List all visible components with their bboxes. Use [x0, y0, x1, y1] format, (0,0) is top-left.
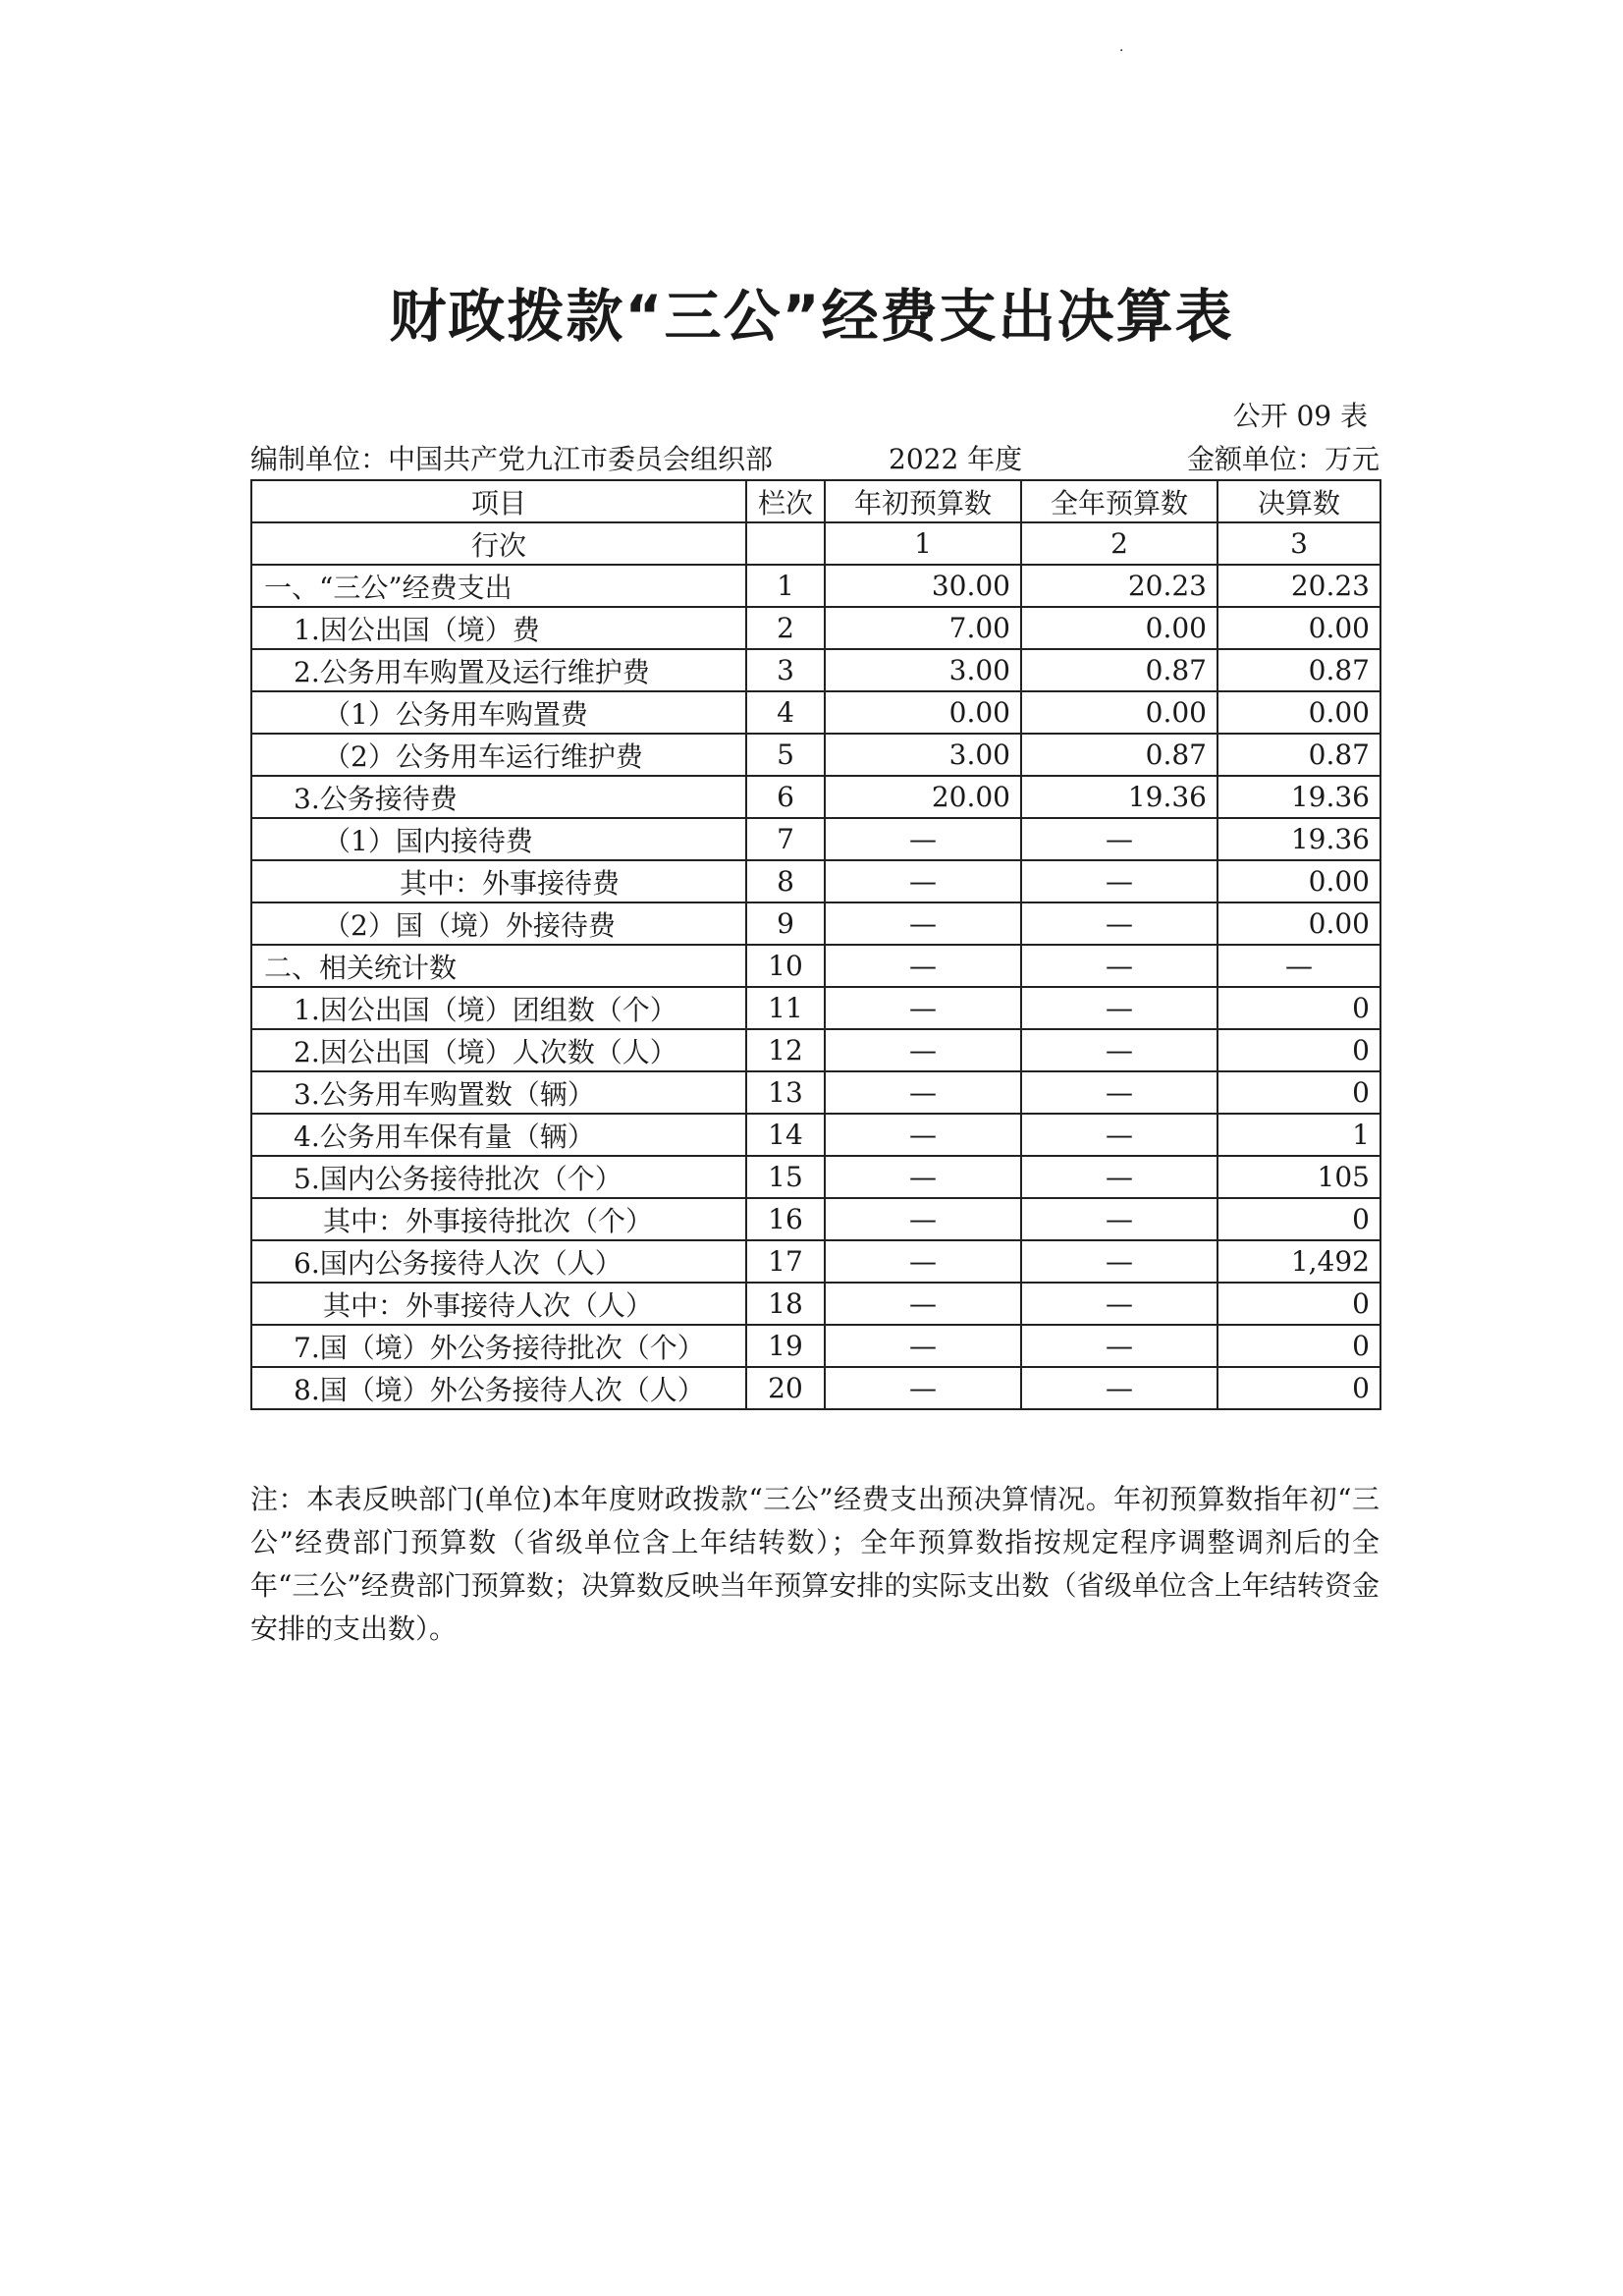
row-full-year-budget: —: [1021, 1114, 1217, 1156]
column-index-2: 2: [1021, 522, 1217, 565]
row-item-label: 二、相关统计数: [251, 945, 746, 987]
row-initial-budget: —: [825, 1367, 1021, 1409]
row-full-year-budget: 0.87: [1021, 649, 1217, 691]
table-row: [251, 776, 1380, 818]
row-final-accounts: 0.87: [1217, 649, 1380, 691]
row-item-label: 其中：外事接待人次（人）: [251, 1283, 746, 1325]
row-line-number: 12: [746, 1029, 825, 1071]
row-final-accounts: 0.00: [1217, 860, 1380, 902]
row-final-accounts: 0: [1217, 1071, 1380, 1114]
table-row: [251, 945, 1380, 987]
table-row: [251, 1240, 1380, 1283]
row-final-accounts: 19.36: [1217, 776, 1380, 818]
row-full-year-budget: —: [1021, 987, 1217, 1029]
row-full-year-budget: —: [1021, 1156, 1217, 1198]
row-full-year-budget: 19.36: [1021, 776, 1217, 818]
row-line-number: 5: [746, 734, 825, 776]
row-item-label: （1）国内接待费: [251, 818, 746, 860]
row-full-year-budget: 0.00: [1021, 607, 1217, 649]
header-row: [251, 480, 1380, 522]
row-item-label: 5.国内公务接待批次（个）: [251, 1156, 746, 1198]
row-final-accounts: 105: [1217, 1156, 1380, 1198]
row-final-accounts: 0.00: [1217, 902, 1380, 945]
row-initial-budget: —: [825, 1156, 1021, 1198]
row-initial-budget: 30.00: [825, 565, 1021, 607]
row-line-number: 3: [746, 649, 825, 691]
row-item-label: 2.公务用车购置及运行维护费: [251, 649, 746, 691]
table-row: [251, 1283, 1380, 1325]
row-initial-budget: 7.00: [825, 607, 1021, 649]
form-number: 公开 09 表: [1232, 400, 1368, 432]
row-item-label: 8.国（境）外公务接待人次（人）: [251, 1367, 746, 1409]
row-full-year-budget: —: [1021, 1367, 1217, 1409]
row-initial-budget: —: [825, 860, 1021, 902]
expense-table: [250, 479, 1381, 1410]
row-full-year-budget: —: [1021, 945, 1217, 987]
table-row: [251, 818, 1380, 860]
table-row: [251, 1198, 1380, 1240]
row-line-number: 8: [746, 860, 825, 902]
row-full-year-budget: 20.23: [1021, 565, 1217, 607]
row-item-label: 3.公务用车购置数（辆）: [251, 1071, 746, 1114]
row-item-label: 7.国（境）外公务接待批次（个）: [251, 1325, 746, 1367]
header-final-accounts: 决算数: [1217, 480, 1380, 522]
row-initial-budget: 20.00: [825, 776, 1021, 818]
row-item-label: （2）公务用车运行维护费: [251, 734, 746, 776]
row-final-accounts: 0: [1217, 1283, 1380, 1325]
row-line-number: 15: [746, 1156, 825, 1198]
row-item-label: 2.因公出国（境）人次数（人）: [251, 1029, 746, 1071]
table-row: [251, 607, 1380, 649]
row-full-year-budget: —: [1021, 1029, 1217, 1071]
row-final-accounts: 1,492: [1217, 1240, 1380, 1283]
table-row: [251, 860, 1380, 902]
row-full-year-budget: —: [1021, 902, 1217, 945]
row-initial-budget: 3.00: [825, 649, 1021, 691]
row-line-number: 14: [746, 1114, 825, 1156]
row-full-year-budget: 0.00: [1021, 691, 1217, 734]
row-full-year-budget: —: [1021, 1240, 1217, 1283]
page-title: 财政拨款“三公”经费支出决算表: [389, 283, 1234, 350]
header-line: 栏次: [746, 480, 825, 522]
row-final-accounts: 20.23: [1217, 565, 1380, 607]
compiling-unit: 编制单位：中国共产党九江市委员会组织部: [250, 443, 774, 475]
row-initial-budget: —: [825, 1283, 1021, 1325]
row-final-accounts: 0: [1217, 1029, 1380, 1071]
column-index-3: 3: [1217, 522, 1380, 565]
row-initial-budget: —: [825, 1240, 1021, 1283]
row-full-year-budget: —: [1021, 1283, 1217, 1325]
row-final-accounts: —: [1217, 945, 1380, 987]
table-row: [251, 1156, 1380, 1198]
row-final-accounts: 0.00: [1217, 607, 1380, 649]
row-item-label: （2）国（境）外接待费: [251, 902, 746, 945]
row-initial-budget: 3.00: [825, 734, 1021, 776]
row-initial-budget: —: [825, 818, 1021, 860]
row-final-accounts: 0: [1217, 1325, 1380, 1367]
table-row: [251, 565, 1380, 607]
row-initial-budget: —: [825, 1029, 1021, 1071]
amount-unit: 金额单位：万元: [1186, 443, 1380, 475]
row-final-accounts: 0: [1217, 987, 1380, 1029]
row-final-accounts: 19.36: [1217, 818, 1380, 860]
row-final-accounts: 0: [1217, 1367, 1380, 1409]
row-initial-budget: —: [825, 1114, 1021, 1156]
table-row: [251, 1029, 1380, 1071]
column-index-empty: [746, 522, 825, 565]
table-row: [251, 691, 1380, 734]
row-full-year-budget: —: [1021, 818, 1217, 860]
row-line-number: 18: [746, 1283, 825, 1325]
row-initial-budget: —: [825, 1071, 1021, 1114]
row-final-accounts: 1: [1217, 1114, 1380, 1156]
table-row: [251, 902, 1380, 945]
header-item: 项目: [251, 480, 746, 522]
row-line-number: 10: [746, 945, 825, 987]
table-row: [251, 734, 1380, 776]
scan-mark: ·: [1119, 43, 1124, 59]
row-line-number: 4: [746, 691, 825, 734]
row-initial-budget: —: [825, 1325, 1021, 1367]
row-item-label: （1）公务用车购置费: [251, 691, 746, 734]
row-item-label: 1.因公出国（境）团组数（个）: [251, 987, 746, 1029]
row-line-number: 9: [746, 902, 825, 945]
column-index-row: [251, 522, 1380, 565]
row-line-number: 1: [746, 565, 825, 607]
row-initial-budget: —: [825, 945, 1021, 987]
row-item-label: 其中：外事接待批次（个）: [251, 1198, 746, 1240]
row-index-label: 行次: [251, 522, 746, 565]
row-line-number: 11: [746, 987, 825, 1029]
fiscal-year: 2022 年度: [889, 443, 1023, 475]
row-initial-budget: —: [825, 902, 1021, 945]
row-line-number: 17: [746, 1240, 825, 1283]
row-line-number: 13: [746, 1071, 825, 1114]
meta-line: [250, 438, 1380, 477]
row-item-label: 1.因公出国（境）费: [251, 607, 746, 649]
row-line-number: 6: [746, 776, 825, 818]
row-final-accounts: 0.87: [1217, 734, 1380, 776]
row-item-label: 其中：外事接待费: [251, 860, 746, 902]
row-line-number: 19: [746, 1325, 825, 1367]
row-item-label: 4.公务用车保有量（辆）: [251, 1114, 746, 1156]
row-item-label: 3.公务接待费: [251, 776, 746, 818]
row-initial-budget: —: [825, 1198, 1021, 1240]
row-full-year-budget: —: [1021, 860, 1217, 902]
table-row: [251, 987, 1380, 1029]
row-initial-budget: —: [825, 987, 1021, 1029]
column-index-1: 1: [825, 522, 1021, 565]
row-full-year-budget: —: [1021, 1325, 1217, 1367]
row-item-label: 6.国内公务接待人次（人）: [251, 1240, 746, 1283]
header-initial-budget: 年初预算数: [825, 480, 1021, 522]
row-line-number: 20: [746, 1367, 825, 1409]
row-full-year-budget: —: [1021, 1198, 1217, 1240]
row-line-number: 2: [746, 607, 825, 649]
table-row: [251, 1325, 1380, 1367]
header-full-year-budget: 全年预算数: [1021, 480, 1217, 522]
row-full-year-budget: 0.87: [1021, 734, 1217, 776]
row-item-label: 一、“三公”经费支出: [251, 565, 746, 607]
table-body: [251, 565, 1380, 1409]
table-row: [251, 1367, 1380, 1409]
row-final-accounts: 0: [1217, 1198, 1380, 1240]
row-line-number: 16: [746, 1198, 825, 1240]
row-initial-budget: 0.00: [825, 691, 1021, 734]
footnote: 注：本表反映部门(单位)本年度财政拨款“三公”经费支出预决算情况。年初预算数指年初“三公”经费部门预算数（省级单位含上年结转数）；全年预算数指按规定程序调整调剂后的全年“三公”经费部门预算数；决算数反映当年预算安排的实际支出数（省级单位含上年结转资金安排的支出数）。: [250, 1483, 1380, 1645]
table-row: [251, 649, 1380, 691]
row-line-number: 7: [746, 818, 825, 860]
table-row: [251, 1071, 1380, 1114]
table-row: [251, 1114, 1380, 1156]
row-full-year-budget: —: [1021, 1071, 1217, 1114]
row-final-accounts: 0.00: [1217, 691, 1380, 734]
